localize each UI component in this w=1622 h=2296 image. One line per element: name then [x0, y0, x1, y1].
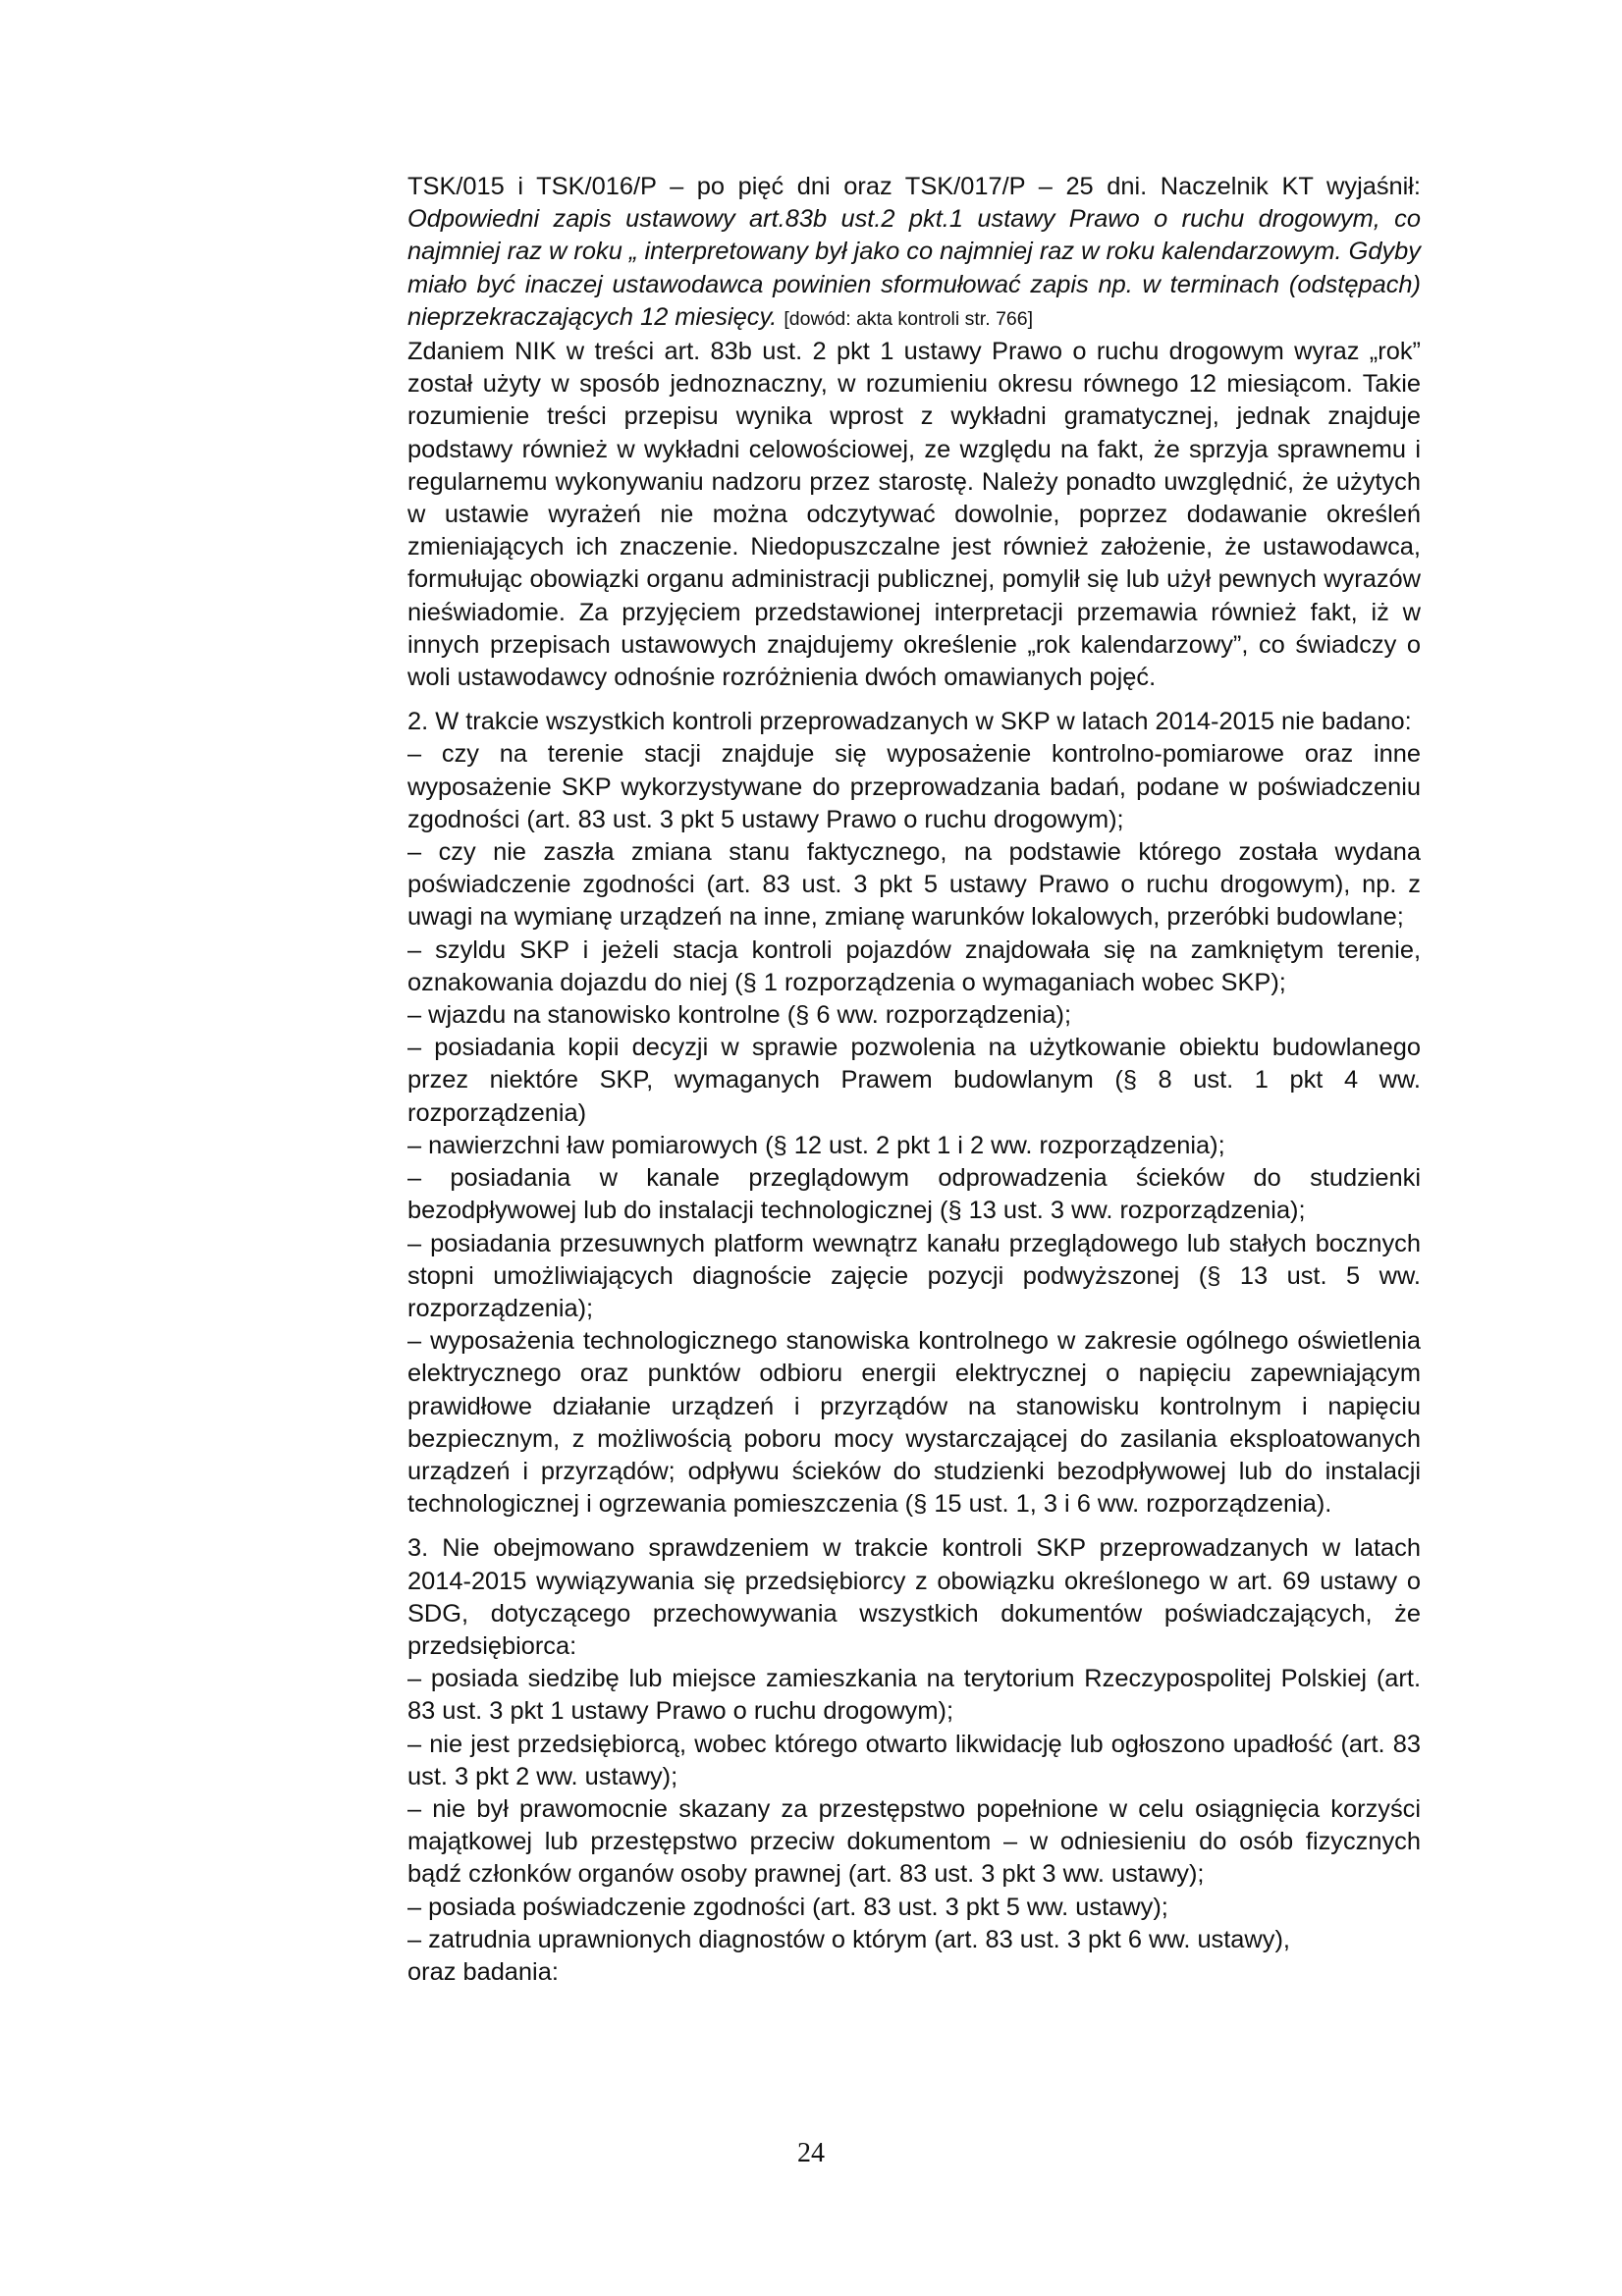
section-3-item: – posiada siedzibę lub miejsce zamieszkania na terytorium Rzeczypospolitej Polskiej (art. 83 ust. 3 pkt 1 ustawy Prawo o ruchu drogowym);	[407, 1665, 1421, 1726]
section-2-item: – czy na terenie stacji znajduje się wyposażenie kontrolno-pomiarowe oraz inne wyposażenie SKP wykorzystywane do przeprowadzania badań, podane w poświadczeniu zgodności (art. 83 ust. 3 pkt 5 ustawy Prawo o ruchu drogowym);	[407, 740, 1421, 833]
section-2-item: – wjazdu na stanowisko kontrolne (§ 6 ww. rozporządzenia);	[407, 1001, 1072, 1030]
section-2-item: – szyldu SKP i jeżeli stacja kontroli pojazdów znajdowała się na zamkniętym terenie, oznakowania dojazdu do niej (§ 1 rozporządzenia o wymaganiach wobec SKP);	[407, 935, 1421, 996]
section-3-intro: 3. Nie obejmowano sprawdzeniem w trakcie kontroli SKP przeprowadzanych w latach 2014-2015 wywiązywania się przedsiębiorcy z obowiązku określonego w art. 69 ustawy o SDG, dotyczącego przechowywania wszystkich dokumentów poświadczających, że przedsiębiorca:	[407, 1534, 1421, 1660]
quoted-explanation: Odpowiedni zapis ustawowy art.83b ust.2 pkt.1 ustawy Prawo o ruchu drogowym, co najmniej raz w roku „ interpretowany był jako co najmniej raz w roku kalendarzowym. Gdyby miało być inaczej ustawodawca powinien sformułować zapis np. w terminach (odstępach) nieprzekraczających 12 miesięcy.	[407, 205, 1421, 331]
page-number: 24	[797, 2138, 825, 2168]
section-2-item: – wyposażenia technologicznego stanowiska kontrolnego w zakresie ogólnego oświetlenia elektrycznego oraz punktów odbioru energii elektrycznej o napięciu zapewniającym prawidłowe działanie urządzeń i przyrządów na stanowisku kontrolnym i napięciu bezpiecznym, z możliwością poboru mocy wystarczającej do zasilania eksploatowanych urządzeń i przyrządów; odpływu ścieków do studzienki bezodpływowej lub do instalacji technologicznej i ogrzewania pomieszczenia (§ 15 ust. 1, 3 i 6 ww. rozporządzenia).	[407, 1327, 1421, 1519]
section-2-item: – czy nie zaszła zmiana stanu faktycznego, na podstawie którego została wydana poświadczenie zgodności (art. 83 ust. 3 pkt 5 ustawy Prawo o ruchu drogowym), np. z uwagi na wymianę urządzeń na inne, zmianę warunków lokalowych, przeróbki budowlane;	[407, 838, 1421, 932]
section-2-item: – posiadania przesuwnych platform wewnątrz kanału przeglądowego lub stałych bocznych stopni umożliwiających diagnoście zajęcie pozycji podwyższonej (§ 13 ust. 5 ww. rozporządzenia);	[407, 1229, 1421, 1322]
section-3-item: – zatrudnia uprawnionych diagnostów o którym (art. 83 ust. 3 pkt 6 ww. ustawy),	[407, 1925, 1290, 1953]
evidence-reference: [dowód: akta kontroli str. 766]	[784, 307, 1034, 330]
section-3-item: – nie jest przedsiębiorcą, wobec którego otwarto likwidację lub ogłoszono upadłość (art. 83 ust. 3 pkt 2 ww. ustawy);	[407, 1730, 1421, 1790]
paragraph-explanation: TSK/015 i TSK/016/P – po pięć dni oraz TSK/017/P – 25 dni. Naczelnik KT wyjaśnił: Odpowiedni zapis ustawowy art.83b ust.2 pkt.1 ustawy Prawo o ruchu drogowym, co najmniej raz w roku „ interpretowany był jako co najmniej raz w roku kalendarzowym. Gdyby miało być inaczej ustawodawca powinien sformułować zapis np. w terminach (odstępach) nieprzekraczających 12 miesięcy. [dowód: akta kontroli str. 766]	[407, 173, 1421, 331]
section-2-intro: 2. W trakcie wszystkich kontroli przeprowadzanych w SKP w latach 2014-2015 nie badano:	[407, 708, 1412, 736]
paragraph-nik-opinion: Zdaniem NIK w treści art. 83b ust. 2 pkt 1 ustawy Prawo o ruchu drogowym wyraz „rok” został użyty w sposób jednoznaczny, w rozumieniu okresu równego 12 miesiącom. Takie rozumienie treści przepisu wynika wprost z wykładni gramatycznej, jednak znajduje podstawy również w wykładni celowościowej, ze względu na fakt, że sprzyja sprawnemu i regularnemu wykonywaniu nadzoru przez starostę. Należy ponadto uwzględnić, że użytych w ustawie wyrażeń nie można odczytywać dowolnie, poprzez dodawanie określeń zmieniających ich znaczenie. Niedopuszczalne jest również założenie, że ustawodawca, formułując obowiązki organu administracji publicznej, pomylił się lub użył pewnych wyrazów nieświadomie. Za przyjęciem przedstawionej interpretacji przemawia również fakt, iż w innych przepisach ustawowych znajdujemy określenie „rok kalendarzowy”, co świadczy o woli ustawodawcy odnośnie rozróżnienia dwóch omawianych pojęć.	[407, 338, 1421, 692]
section-2-item: – nawierzchni ław pomiarowych (§ 12 ust. 2 pkt 1 i 2 ww. rozporządzenia);	[407, 1131, 1225, 1159]
section-2-item: – posiadania w kanale przeglądowym odprowadzenia ścieków do studzienki bezodpływowej lub do instalacji technologicznej (§ 13 ust. 3 ww. rozporządzenia);	[407, 1164, 1421, 1225]
section-3-item: – posiada poświadczenie zgodności (art. 83 ust. 3 pkt 5 ww. ustawy);	[407, 1893, 1168, 1921]
document-body	[407, 171, 1421, 1989]
section-3-item: – nie był prawomocnie skazany za przestępstwo popełnione w celu osiągnięcia korzyści majątkowej lub przestępstwo przeciw dokumentom – w odniesieniu do osób fizycznych bądź członków organów osoby prawnej (art. 83 ust. 3 pkt 3 ww. ustawy);	[407, 1794, 1421, 1889]
section-2-item: – posiadania kopii decyzji w sprawie pozwolenia na użytkowanie obiektu budowlanego przez niektóre SKP, wymaganych Prawem budowlanym (§ 8 ust. 1 pkt 4 ww. rozporządzenia)	[407, 1034, 1421, 1127]
closing-line: oraz badania:	[407, 1957, 559, 1986]
